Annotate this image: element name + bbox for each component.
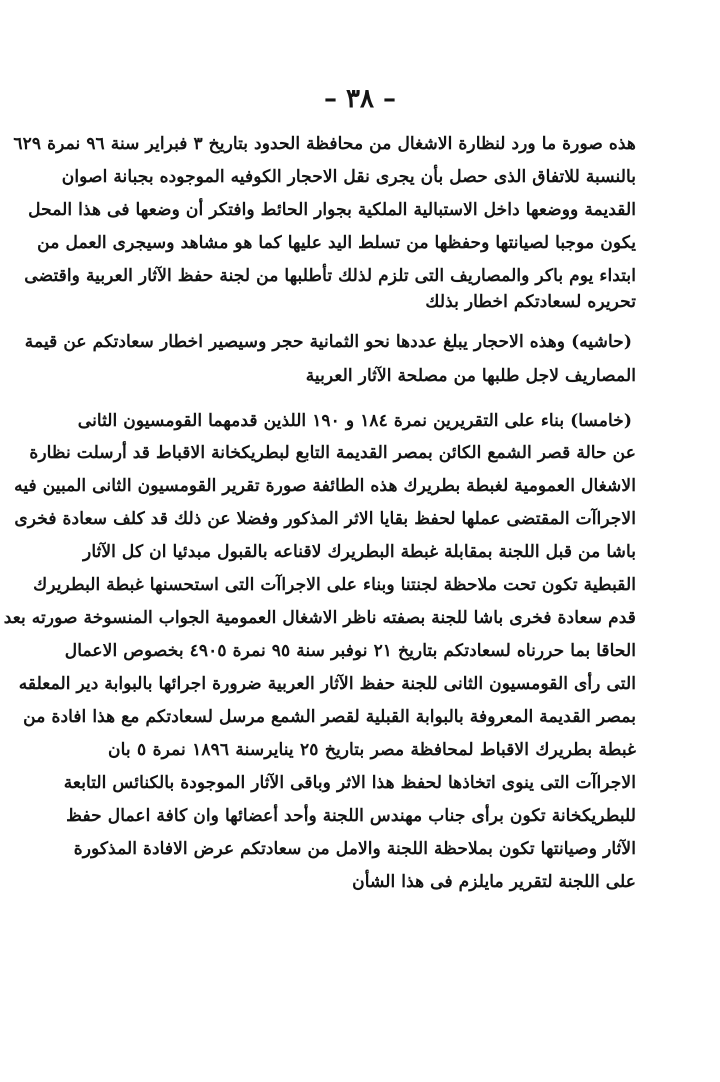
text-line: للبطريكخانة تكون برأى جناب مهندس اللجنة وأحد أعضائها وان كافة اعمال حفظ [66, 806, 636, 826]
text-line: الاشغال العمومية لغبطة بطريرك هذه الطائفة صورة تقرير القومسيون الثانى المبين فيه [14, 476, 636, 496]
text-line: القديمة ووضعها داخل الاستبالية الملكية بجوار الحائط وافتكر أن وضعها فى هذا المحل [28, 200, 636, 220]
text-line: التى رأى القومسيون الثانى للجنة حفظ الآثار العربية ضرورة اجرائها بالبوابة دير المعلقه [18, 674, 636, 694]
text-line: هذه صورة ما ورد لنظارة الاشغال من محافظة الحدود بتاريخ ٣ فبراير سنة ٩٦ نمرة ٦٢٩ [13, 134, 636, 154]
page-number: – ٣٨ – [323, 84, 397, 114]
text-line: الحاقا بما حررناه لسعادتكم بتاريخ ٢١ نوفبر سنة ٩٥ نمرة ٤٩٠٥ بخصوص الاعمال [64, 641, 636, 661]
text-line: بمصر القديمة المعروفة بالبوابة القبلية لقصر الشمع مرسل لسعادتكم مع هذا افادة من [23, 707, 636, 727]
text-line: (حاشيه) وهذه الاحجار يبلغ عددها نحو الثمانية حجر وسيصير اخطار سعادتكم عن قيمة [24, 332, 632, 352]
text-line: الآثار وصيانتها تكون بملاحظة اللجنة والامل من سعادتكم عرض الافادة المذكورة [73, 839, 636, 859]
text-line: على اللجنة لتقرير مايلزم فى هذا الشأن [352, 872, 636, 892]
text-line: عن حالة قصر الشمع الكائن بمصر القديمة التابع لبطريكخانة الاقباط قد أرسلت نظارة [29, 443, 636, 463]
text-line: المصاريف لاجل طلبها من مصلحة الآثار العربية [305, 366, 636, 386]
text-line: قدم سعادة فخرى باشا للجنة بصفته ناظر الاشغال العمومية الجواب المنسوخة صورته بعد [3, 608, 636, 628]
text-line: الاجراآت التى ينوى اتخاذها لحفظ هذا الاثر وباقى الآثار الموجودة بالكنائس التابعة [63, 773, 636, 793]
text-line: الاجراآت المقتضى عملها لحفظ بقايا الاثر المذكور وفضلا عن ذلك قد كلف سعادة فخرى [14, 509, 636, 529]
text-line: بالنسبة للاتفاق الذى حصل بأن يجرى نقل الاحجار الكوفيه الموجوده بجبانة اصوان [61, 167, 636, 187]
text-line: يكون موجبا لصيانتها وحفظها من تسلط اليد عليها كما هو مشاهد وسيجرى العمل من [37, 233, 636, 253]
text-line: (خامسا) بناء على التقريرين نمرة ١٨٤ و ١٩٠ اللذين قدمهما القومسيون الثانى [77, 411, 632, 431]
text-line: القبطية تكون تحت ملاحظة لجنتنا وبناء على الاجراآت التى استحسنها غبطة البطريرك [33, 575, 636, 595]
text-line: ابتداء يوم باكر والمصاريف التى تلزم لذلك تأطلبها من لجنة حفظ الآثار العربية واقتضى [24, 266, 636, 286]
text-line: باشا من قبل اللجنة بمقابلة غبطة البطريرك لاقناعه بالقبول مبدئيا ان كل الآثار [83, 542, 636, 562]
text-line: تحريره لسعادتكم اخطار بذلك [425, 292, 636, 312]
text-line: غبطة بطريرك الاقباط لمحافظة مصر بتاريخ ٢٥ ينايرسنة ١٨٩٦ نمرة ٥ بان [108, 740, 636, 760]
